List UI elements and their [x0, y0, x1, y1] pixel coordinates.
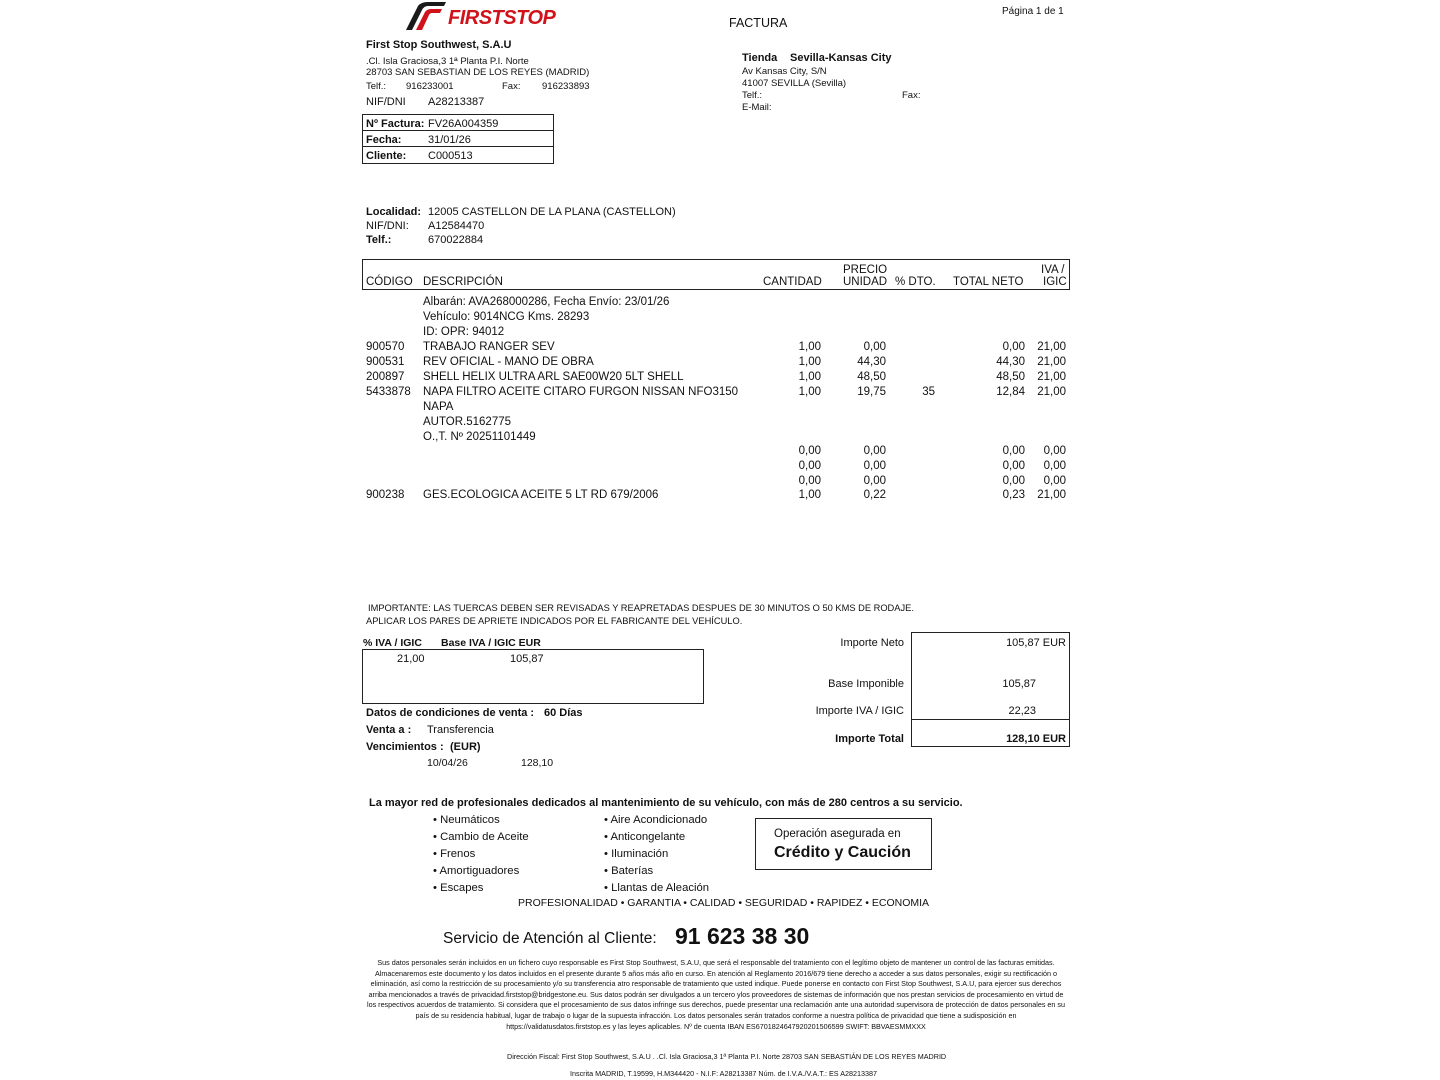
row-vat: 0,00 — [1043, 475, 1066, 487]
row-description: REV OFICIAL - MANO DE OBRA — [423, 356, 594, 368]
service-item: • Escapes — [433, 882, 484, 894]
row-code: 200897 — [366, 371, 405, 383]
important-notice-1: IMPORTANTE: LAS TUERCAS DEBEN SER REVISADAS Y REAPRETADAS DESPUES DE 30 MINUTOS O 50 KMS DE RODAJE. — [368, 603, 914, 613]
row-vat: 0,00 — [1043, 445, 1066, 457]
row-quantity: 1,00 — [798, 489, 821, 501]
tax-base-label: Base Imponible — [828, 678, 904, 690]
invoice-number-label: Nº Factura: — [366, 118, 425, 130]
row-price: 0,00 — [863, 475, 886, 487]
service-item: • Amortiguadores — [433, 865, 520, 877]
net-amount-label: Importe Neto — [840, 637, 904, 649]
vat-amount-label: Importe IVA / IGIC — [815, 705, 904, 717]
col-vat-header-1: IVA / — [1041, 264, 1065, 276]
col-price-header-2: UNIDAD — [843, 276, 888, 288]
sale-label: Venta a : — [366, 724, 412, 736]
row-total: 0,23 — [1002, 489, 1025, 501]
net-amount: 105,87 EUR — [1006, 637, 1066, 649]
row-total: 0,00 — [1002, 460, 1025, 472]
row-vat: 21,00 — [1037, 341, 1066, 353]
row-total: 0,00 — [1002, 341, 1025, 353]
customer-tel-label: Telf.: — [366, 234, 392, 246]
brand-name: FIRSTSTOP — [448, 7, 556, 29]
due-label: Vencimientos : — [366, 741, 444, 753]
customer-service-phone: 91 623 38 30 — [675, 923, 810, 949]
row-total: 0,00 — [1002, 475, 1025, 487]
company-nif: A28213387 — [428, 96, 485, 108]
customer-locality: 12005 CASTELLON DE LA PLANA (CASTELLON) — [428, 206, 676, 218]
row-quantity: 1,00 — [798, 341, 821, 353]
store-name: Sevilla-Kansas City — [790, 52, 892, 64]
row-total: 12,84 — [996, 386, 1025, 398]
total-amount: 128,10 EUR — [1006, 733, 1066, 745]
note-id: ID: OPR: 94012 — [423, 326, 505, 338]
service-item: • Iluminación — [604, 848, 669, 860]
company-address-2: 28703 SAN SEBASTIAN DE LOS REYES (MADRID) — [366, 67, 590, 78]
total-amount-label: Importe Total — [835, 733, 904, 745]
service-item: • Frenos — [433, 848, 476, 860]
credit-line-1: Operación asegurada en — [774, 828, 901, 840]
col-quantity-header: CANTIDAD — [763, 276, 822, 288]
row-price: 0,00 — [863, 445, 886, 457]
store-label: Tienda — [742, 52, 778, 64]
store-address-1: Av Kansas City, S/N — [742, 66, 827, 77]
important-notice-2: APLICAR LOS PARES DE APRIETE INDICADOS POR EL FABRICANTE DEL VEHÍCULO. — [366, 616, 743, 626]
vat-amount: 22,23 — [1008, 705, 1036, 717]
note-vehicle: Vehículo: 9014NCG Kms. 28293 — [423, 311, 590, 323]
row-quantity: 0,00 — [798, 445, 821, 457]
customer-tel: 670022884 — [428, 234, 484, 246]
row-description: GES.ECOLOGICA ACEITE 5 LT RD 679/2006 — [423, 489, 659, 501]
company-nif-label: NIF/DNI — [366, 96, 406, 108]
row-description: NAPA FILTRO ACEITE CITARO FURGON NISSAN NFO3150 — [423, 386, 739, 398]
row-extra-line: AUTOR.5162775 — [423, 416, 512, 428]
row-discount: 35 — [922, 386, 935, 398]
company-fax-label: Fax: — [502, 81, 521, 92]
customer-locality-label: Localidad: — [366, 206, 422, 218]
registry-info: Inscrita MADRID, T.19599, H.M344420 - N.I.F: A28213387 Núm. de I.V.A./V.A.T.: ES A28213387 — [570, 1069, 877, 1078]
company-fax: 916233893 — [542, 81, 590, 92]
client-label: Cliente: — [366, 150, 407, 162]
row-vat: 21,00 — [1037, 371, 1066, 383]
row-vat: 21,00 — [1037, 489, 1066, 501]
row-price: 48,50 — [857, 371, 886, 383]
invoice-number: FV26A004359 — [428, 118, 499, 130]
row-description: TRABAJO RANGER SEV — [423, 341, 555, 353]
service-item: • Llantas de Aleación — [604, 882, 710, 894]
service-item: • Cambio de Aceite — [433, 831, 529, 843]
row-quantity: 1,00 — [798, 386, 821, 398]
credit-insurance-box — [755, 818, 932, 870]
row-total: 0,00 — [1002, 445, 1025, 457]
row-price: 19,75 — [857, 386, 886, 398]
store-tel-label: Telf.: — [742, 90, 763, 101]
col-total-header: TOTAL NETO — [953, 276, 1024, 288]
row-code: 900238 — [366, 489, 405, 501]
col-code-header: CÓDIGO — [366, 276, 413, 288]
col-price-header-1: PRECIO — [843, 264, 888, 276]
service-item: • Baterías — [604, 865, 654, 877]
vat-pct-header: % IVA / IGIC — [363, 637, 422, 649]
col-discount-header: % DTO. — [895, 276, 936, 288]
row-vat: 21,00 — [1037, 356, 1066, 368]
privacy-notice: Sus datos personales serán incluidos en un fichero cuyo responsable es First Stop Southwest, S.A.U, que será el responsable del tratamiento con el legítimo objeto de mantener un control de las facturas emitidas. Almacenaremos este documento y los datos incluidos en el presente durante 5 años más año en curso. En atención al Reglamento 2016/679 tiene derecho a acceder a sus datos personales, exigir su rectificación o eliminación, así como la restricción de su procesamiento y/o su transferencia atro responsable de tratamiento que usted indique. Puede ponerse en contacto con First Stop Southwest, S.A.U, para ejercer sus derechos arriba mencionados a través de privacidad.firststop@bridgestone.eu. Sus datos podrán ser divulgados a un tercero ylos proveedores de sistemas de información que nos prestan servicios de procesamiento en virtud de los respectivos acuerdos de tratamiento. Si considera que el procesamiento de sus datos infringe sus derechos, puede presentar una reclamación ante una autoridad supervisora de protección de datos personales en su país de su residencia habitual, lugar de trabajo o lugar de la supuesta infracción. Los datos personales serán tratados conforme a nuestra política de privacidad que tiene a sudisposición en https://validatusdatos.firststop.es y las leyes aplicables. Nº de cuenta IBAN ES6701824647920201506599 SWIFT: BBVAESMMXXX — [366, 958, 1065, 1031]
vat-pct: 21,00 — [397, 653, 425, 665]
tire-logo-icon — [404, 2, 448, 32]
tax-base: 105,87 — [1002, 678, 1036, 690]
row-total: 44,30 — [996, 356, 1025, 368]
row-code: 900531 — [366, 356, 405, 368]
sale-method: Transferencia — [427, 724, 494, 736]
store-fax-label: Fax: — [902, 90, 921, 101]
promo-headline: La mayor red de profesionales dedicados al mantenimiento de su vehículo, con más de 280 centros a su servicio. — [369, 797, 963, 809]
customer-nif-label: NIF/DNI: — [366, 220, 409, 232]
due-amount: 128,10 — [521, 757, 554, 769]
due-currency: (EUR) — [450, 741, 481, 753]
firststop-logo — [404, 2, 564, 32]
row-quantity: 0,00 — [798, 460, 821, 472]
row-price: 0,22 — [863, 489, 886, 501]
service-item: • Anticongelante — [604, 831, 686, 843]
invoice-date: 31/01/26 — [428, 134, 471, 146]
company-address-1: .Cl. Isla Graciosa,3 1ª Planta P.I. Norte — [366, 56, 529, 67]
service-item: • Aire Acondicionado — [604, 814, 708, 826]
row-code: 5433878 — [366, 386, 411, 398]
due-date: 10/04/26 — [427, 757, 468, 769]
conditions-days: 60 Días — [544, 707, 583, 719]
row-extra-line: NAPA — [423, 401, 454, 413]
row-quantity: 1,00 — [798, 371, 821, 383]
customer-nif: A12584470 — [428, 220, 485, 232]
company-tel-label: Telf.: — [366, 81, 387, 92]
company-name: First Stop Southwest, S.A.U — [366, 39, 512, 51]
row-quantity: 0,00 — [798, 475, 821, 487]
row-price: 0,00 — [863, 341, 886, 353]
row-price: 44,30 — [857, 356, 886, 368]
col-vat-header-2: IGIC — [1043, 276, 1067, 288]
fiscal-address: Dirección Fiscal: First Stop Southwest, S.A.U . .Cl. Isla Graciosa,3 1ª Planta P.I. Norte 28703 SAN SEBASTIÁN DE LOS REYES MADRID — [507, 1052, 947, 1061]
customer-service-label: Servicio de Atención al Cliente: — [443, 930, 657, 947]
credit-line-2: Crédito y Caución — [774, 844, 911, 861]
col-description-header: DESCRIPCIÓN — [423, 276, 503, 288]
row-description: SHELL HELIX ULTRA ARL SAE00W20 5LT SHELL — [423, 371, 684, 383]
client-code: C000513 — [428, 150, 473, 162]
store-email-label: E-Mail: — [742, 102, 772, 113]
document-title: FACTURA — [729, 16, 788, 30]
vat-base-header: Base IVA / IGIC EUR — [441, 637, 541, 649]
row-vat: 21,00 — [1037, 386, 1066, 398]
company-tel: 916233001 — [406, 81, 454, 92]
values-line: PROFESIONALIDAD • GARANTIA • CALIDAD • SEGURIDAD • RAPIDEZ • ECONOMIA — [518, 897, 930, 909]
row-extra-line: O.,T. Nº 20251101449 — [423, 431, 536, 443]
row-total: 48,50 — [996, 371, 1025, 383]
row-quantity: 1,00 — [798, 356, 821, 368]
row-vat: 0,00 — [1043, 460, 1066, 472]
page-indicator: Página 1 de 1 — [1002, 6, 1064, 17]
row-price: 0,00 — [863, 460, 886, 472]
invoice-date-label: Fecha: — [366, 134, 402, 146]
row-code: 900570 — [366, 341, 405, 353]
vat-base: 105,87 — [510, 653, 544, 665]
service-item: • Neumáticos — [433, 814, 500, 826]
conditions-label: Datos de condiciones de venta : — [366, 707, 535, 719]
note-albaran: Albarán: AVA268000286, Fecha Envío: 23/01/26 — [423, 296, 670, 308]
store-address-2: 41007 SEVILLA (Sevilla) — [742, 78, 847, 89]
